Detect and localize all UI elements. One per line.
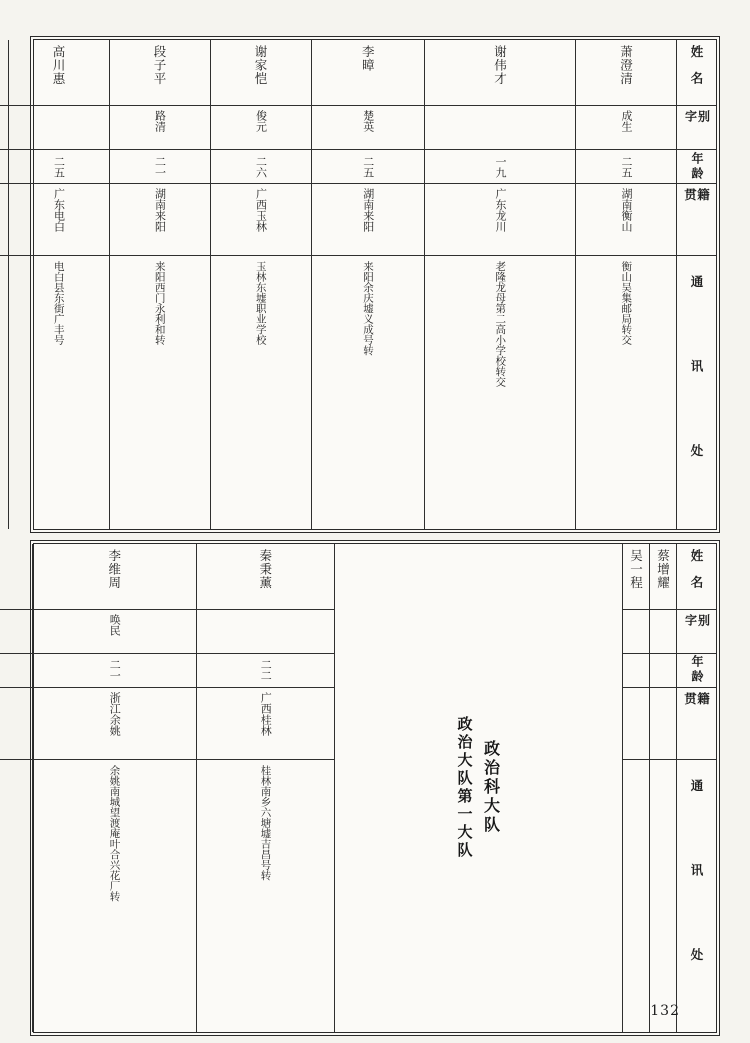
header-courtesy-label: 别字	[683, 110, 711, 131]
person-courtesy-name: 成生	[620, 110, 633, 132]
address-cell	[110, 256, 210, 529]
person-address: 电白县东街广丰号	[52, 261, 65, 345]
age-cell	[211, 150, 311, 184]
name-cell	[576, 40, 676, 106]
native-place-cell	[0, 184, 8, 256]
header-address-cell	[677, 760, 716, 1033]
courtesy-name-cell	[0, 106, 8, 150]
courtesy-name-cell	[650, 610, 676, 654]
header-column	[677, 40, 716, 529]
name-cell	[197, 544, 335, 610]
address-cell	[211, 256, 311, 529]
name-cell	[0, 544, 32, 610]
address-cell	[33, 760, 196, 1033]
name-cell	[425, 40, 575, 106]
person-address: 老隆龙母第二高小学校转交	[494, 261, 507, 387]
person-column	[0, 544, 33, 1033]
courtesy-name-cell	[623, 610, 649, 654]
person-name: 谢伟才	[492, 45, 508, 86]
register-page	[30, 36, 720, 1043]
person-name: 段子平	[152, 45, 167, 86]
person-age: 二一	[108, 659, 122, 681]
age-cell	[312, 150, 425, 184]
native-place-cell	[211, 184, 311, 256]
address-cell	[0, 256, 8, 529]
native-place-cell	[0, 688, 32, 760]
person-address: 来阳余庆墟义成号转	[362, 261, 374, 356]
header-courtesy-cell	[677, 610, 716, 654]
person-address: 余姚南城望渡庵叶合兴花厂转	[108, 764, 121, 901]
courtesy-name-cell	[197, 610, 335, 654]
address-cell	[623, 760, 649, 1033]
person-age: 二一	[153, 155, 167, 178]
native-place-cell	[623, 688, 649, 760]
address-cell	[197, 760, 335, 1033]
address-cell	[576, 256, 676, 529]
person-native-place: 湖南来阳	[361, 188, 375, 232]
age-cell	[9, 150, 109, 184]
courtesy-name-cell	[33, 610, 196, 654]
person-courtesy-name: 楚英	[361, 110, 375, 132]
courtesy-name-cell	[9, 106, 109, 150]
courtesy-name-cell	[576, 106, 676, 150]
age-cell	[650, 654, 676, 688]
header-name-label: 姓名	[689, 45, 704, 98]
header-age-label: 年龄	[690, 655, 704, 685]
age-cell	[576, 150, 676, 184]
person-name: 秦秉薰	[257, 548, 273, 589]
person-native-place: 广东龙川	[494, 188, 507, 232]
header-column	[677, 544, 716, 1033]
person-column	[425, 40, 576, 529]
person-courtesy-name: 路清	[153, 110, 167, 132]
age-cell	[33, 654, 196, 688]
roster-table-upper	[30, 36, 720, 533]
person-age: 一九	[494, 155, 507, 178]
age-cell	[110, 150, 210, 184]
person-column	[110, 40, 211, 529]
age-cell	[623, 654, 649, 688]
native-place-cell	[312, 184, 425, 256]
roster-table-lower	[30, 540, 720, 1037]
person-name: 李维周	[106, 548, 122, 589]
native-place-cell	[576, 184, 676, 256]
header-name-cell	[677, 40, 716, 106]
person-column	[9, 40, 110, 529]
unit-heading-cell	[335, 544, 623, 1033]
person-column	[623, 544, 650, 1033]
person-column	[211, 40, 312, 529]
name-cell	[211, 40, 311, 106]
header-courtesy-label: 别字	[683, 613, 711, 635]
person-native-place: 广西桂林	[259, 691, 273, 736]
address-cell	[0, 760, 32, 1033]
name-cell	[650, 544, 676, 610]
page-number: 132	[650, 1003, 680, 1019]
person-column	[0, 40, 9, 529]
courtesy-name-cell	[110, 106, 210, 150]
address-cell	[650, 760, 676, 1033]
name-cell	[33, 544, 196, 610]
age-cell	[0, 654, 32, 688]
person-name: 蔡增耀	[655, 548, 671, 589]
courtesy-name-cell	[211, 106, 311, 150]
person-address: 来阳西门永利和转	[153, 261, 166, 345]
header-address-cell	[677, 256, 716, 529]
unit-heading-left: 政治大队第一大队	[455, 715, 474, 860]
header-origin-cell	[677, 688, 716, 760]
header-origin-label: 籍贯	[682, 691, 711, 730]
name-cell	[312, 40, 425, 106]
person-age: 二五	[52, 155, 66, 178]
person-column	[197, 544, 336, 1033]
person-name: 谢家恺	[253, 45, 268, 86]
name-cell	[9, 40, 109, 106]
person-name: 高川惠	[51, 45, 66, 86]
person-native-place: 广西玉林	[254, 188, 268, 232]
person-name: 李暲	[360, 45, 376, 72]
person-column	[33, 544, 197, 1033]
header-name-cell	[677, 544, 716, 610]
header-address-label: 通讯处	[689, 275, 704, 529]
native-place-cell	[425, 184, 575, 256]
roster-upper-columns	[33, 39, 717, 530]
address-cell	[425, 256, 575, 529]
person-courtesy-name: 俊元	[254, 110, 268, 132]
person-address: 桂林南乡六塘墟吉昌号转	[259, 764, 272, 880]
native-place-cell	[110, 184, 210, 256]
person-native-place: 浙江余姚	[108, 691, 122, 736]
name-cell	[110, 40, 210, 106]
person-courtesy-name: 唤民	[108, 613, 122, 636]
header-courtesy-cell	[677, 106, 716, 150]
person-native-place: 广东电白	[52, 188, 66, 232]
person-address: 玉林东墟职业学校	[254, 261, 267, 345]
native-place-cell	[650, 688, 676, 760]
header-age-cell	[677, 150, 716, 184]
header-name-label: 姓名	[689, 548, 704, 602]
name-cell	[623, 544, 649, 610]
person-age: 二五	[361, 155, 375, 178]
courtesy-name-cell	[312, 106, 425, 150]
person-age: 二二	[259, 659, 273, 681]
roster-lower-columns	[33, 543, 717, 1034]
courtesy-name-cell	[425, 106, 575, 150]
address-cell	[312, 256, 425, 529]
person-native-place: 湖南衡山	[620, 188, 633, 232]
header-origin-cell	[677, 184, 716, 256]
address-cell	[9, 256, 109, 529]
name-cell	[0, 40, 8, 106]
person-column	[312, 40, 426, 529]
header-address-label: 通讯处	[689, 778, 704, 1032]
native-place-cell	[9, 184, 109, 256]
age-cell	[425, 150, 575, 184]
person-native-place: 湖南来阳	[153, 188, 167, 232]
person-column	[576, 40, 677, 529]
person-address: 衡山吴集邮局转交	[620, 261, 633, 345]
header-age-label: 年龄	[690, 151, 704, 182]
person-age: 二五	[620, 155, 633, 178]
person-name: 吴一程	[628, 548, 644, 589]
age-cell	[0, 150, 8, 184]
native-place-cell	[197, 688, 335, 760]
header-origin-label: 籍贯	[682, 188, 711, 227]
person-column	[650, 544, 677, 1033]
courtesy-name-cell	[0, 610, 32, 654]
unit-heading-right: 政治科大队	[481, 740, 501, 836]
header-age-cell	[677, 654, 716, 688]
age-cell	[197, 654, 335, 688]
person-age: 二六	[254, 155, 268, 178]
native-place-cell	[33, 688, 196, 760]
person-name: 萧澄清	[618, 45, 634, 86]
